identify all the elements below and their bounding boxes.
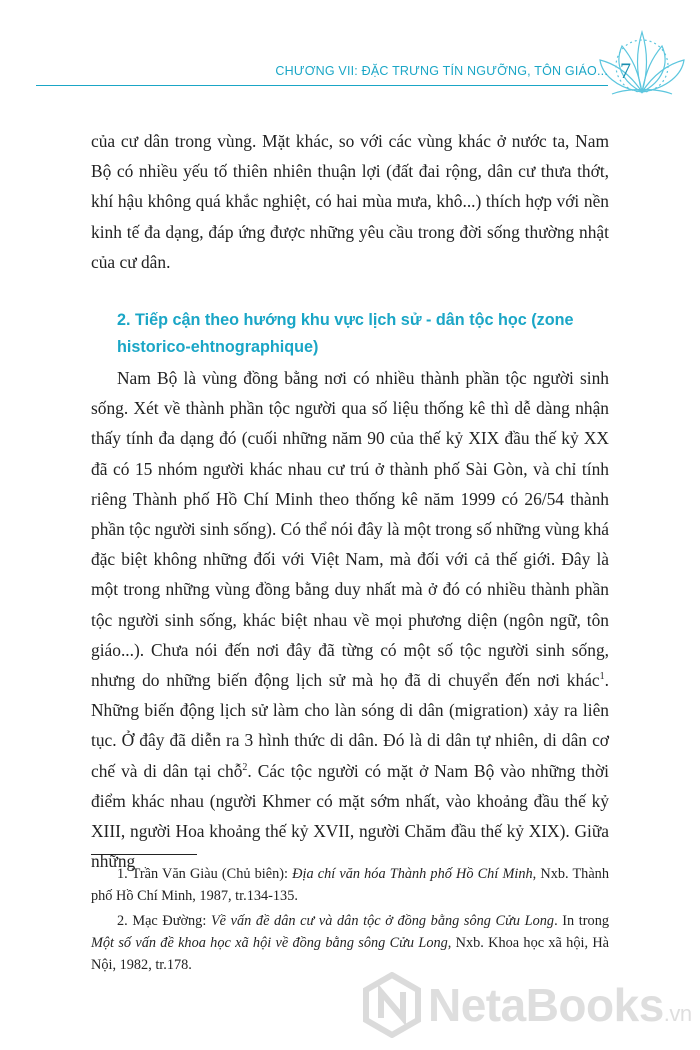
- footnote-2-publisher: , Nxb. Khoa học xã hội, Hà Nội, 1982, tr.178.: [91, 934, 609, 974]
- watermark: [362, 972, 692, 1044]
- footnote-1: [91, 863, 609, 908]
- main-paragraph: [91, 363, 609, 876]
- footnote-1-publisher: , Nxb. Thành phố Hồ Chí Minh, 1987, tr.134-135.: [91, 866, 609, 905]
- main-paragraph-part-1: Nam Bộ là vùng đồng bằng nơi có nhiều thành phần tộc người sinh sống. Xét về thành phần tộc người qua số liệu thống kê thì dễ dàng nhận thấy tính đa dạng đó (cuối những năm 90 của thế kỷ XIX đầu thế kỷ XX đã có 15 nhóm người khác nhau cư trú ở thành phố Sài Gòn, và chỉ tính riêng Thành phố Hồ Chí Minh theo thống kê năm 1999 có 26/54 thành phần tộc người sinh sống). Có thể nói đây là một trong số những vùng khá đặc biệt không những đối với Việt Nam, mà đối với cả thế giới. Đây là một trong những vùng đồng bằng duy nhất mà ở đó có nhiều thành phần tộc người sinh sống, khác biệt nhau về mọi phương diện (ngôn ngữ, tôn giáo...). Chưa nói đến nơi đây đã từng có một số tộc người sinh sống, nhưng do những biến động lịch sử mà họ đã di chuyển đến nơi khác: [91, 368, 609, 691]
- page-header: [0, 0, 700, 95]
- footnote-ref-2[interactable]: 2: [242, 761, 248, 773]
- netabooks-logo-icon: [362, 972, 422, 1038]
- section-heading: 2. Tiếp cận theo hướng khu vực lịch sử - dân tộc học (zone historico-ehtnographique): [117, 311, 574, 357]
- intro-paragraph: của cư dân trong vùng. Mặt khác, so với các vùng khác ở nước ta, Nam Bộ có nhiều yếu tố thiên nhiên thuận lợi (đất đai rộng, dân cư thưa thớt, khí hậu không quá khắc nghiệt, có hai mùa mưa, khô...) thích hợp với nền kinh tế đa dạng, đáp ứng được những yêu cầu trong đời sống thường nhật của cư dân.: [91, 131, 609, 272]
- watermark-text: [428, 978, 692, 1032]
- footnote-ref-1[interactable]: 1: [599, 671, 605, 683]
- body-text: [91, 126, 609, 876]
- footnote-1-author: 1. Trần Văn Giàu (Chủ biên):: [117, 866, 293, 882]
- footnotes: [91, 863, 609, 978]
- footnote-divider: [91, 854, 197, 855]
- watermark-suffix: .vn: [663, 1001, 692, 1026]
- footnote-2: [91, 910, 609, 977]
- footnote-2-connector: . In trong: [554, 912, 609, 929]
- footnote-2-title: Về vấn đề dân cư và dân tộc ở đồng bằng sông Cửu Long: [210, 912, 555, 929]
- lotus-ornament-icon: [592, 22, 692, 102]
- header-rule: [36, 85, 608, 86]
- main-paragraph-part-3: . Các tộc người có mặt ở Nam Bộ vào những thời điểm khác nhau (người Khmer có mặt sớm nhất, vào khoảng đầu thế kỷ XIII, người Hoa khoảng thế kỷ XVII, người Chăm đầu thế kỷ XIX). Giữa những: [91, 760, 609, 872]
- footnote-1-title: Địa chí văn hóa Thành phố Hồ Chí Minh: [292, 866, 533, 882]
- page-number: 7: [620, 58, 631, 83]
- main-paragraph-part-2: . Những biến động lịch sử làm cho làn sóng di dân (migration) xảy ra liên tục. Ở đây đã diễn ra 3 hình thức di dân. Đó là di dân tự nhiên, di dân cơ chế và di dân tại chỗ: [91, 670, 609, 781]
- running-title: CHƯƠNG VII: ĐẶC TRƯNG TÍN NGƯỠNG, TÔN GIÁO...: [275, 64, 608, 78]
- watermark-brand: NetaBooks: [428, 979, 664, 1031]
- footnote-2-collection: Một số vấn đề khoa học xã hội về đồng bằng sông Cửu Long: [91, 934, 448, 951]
- footnote-2-author: 2. Mạc Đường:: [117, 912, 211, 929]
